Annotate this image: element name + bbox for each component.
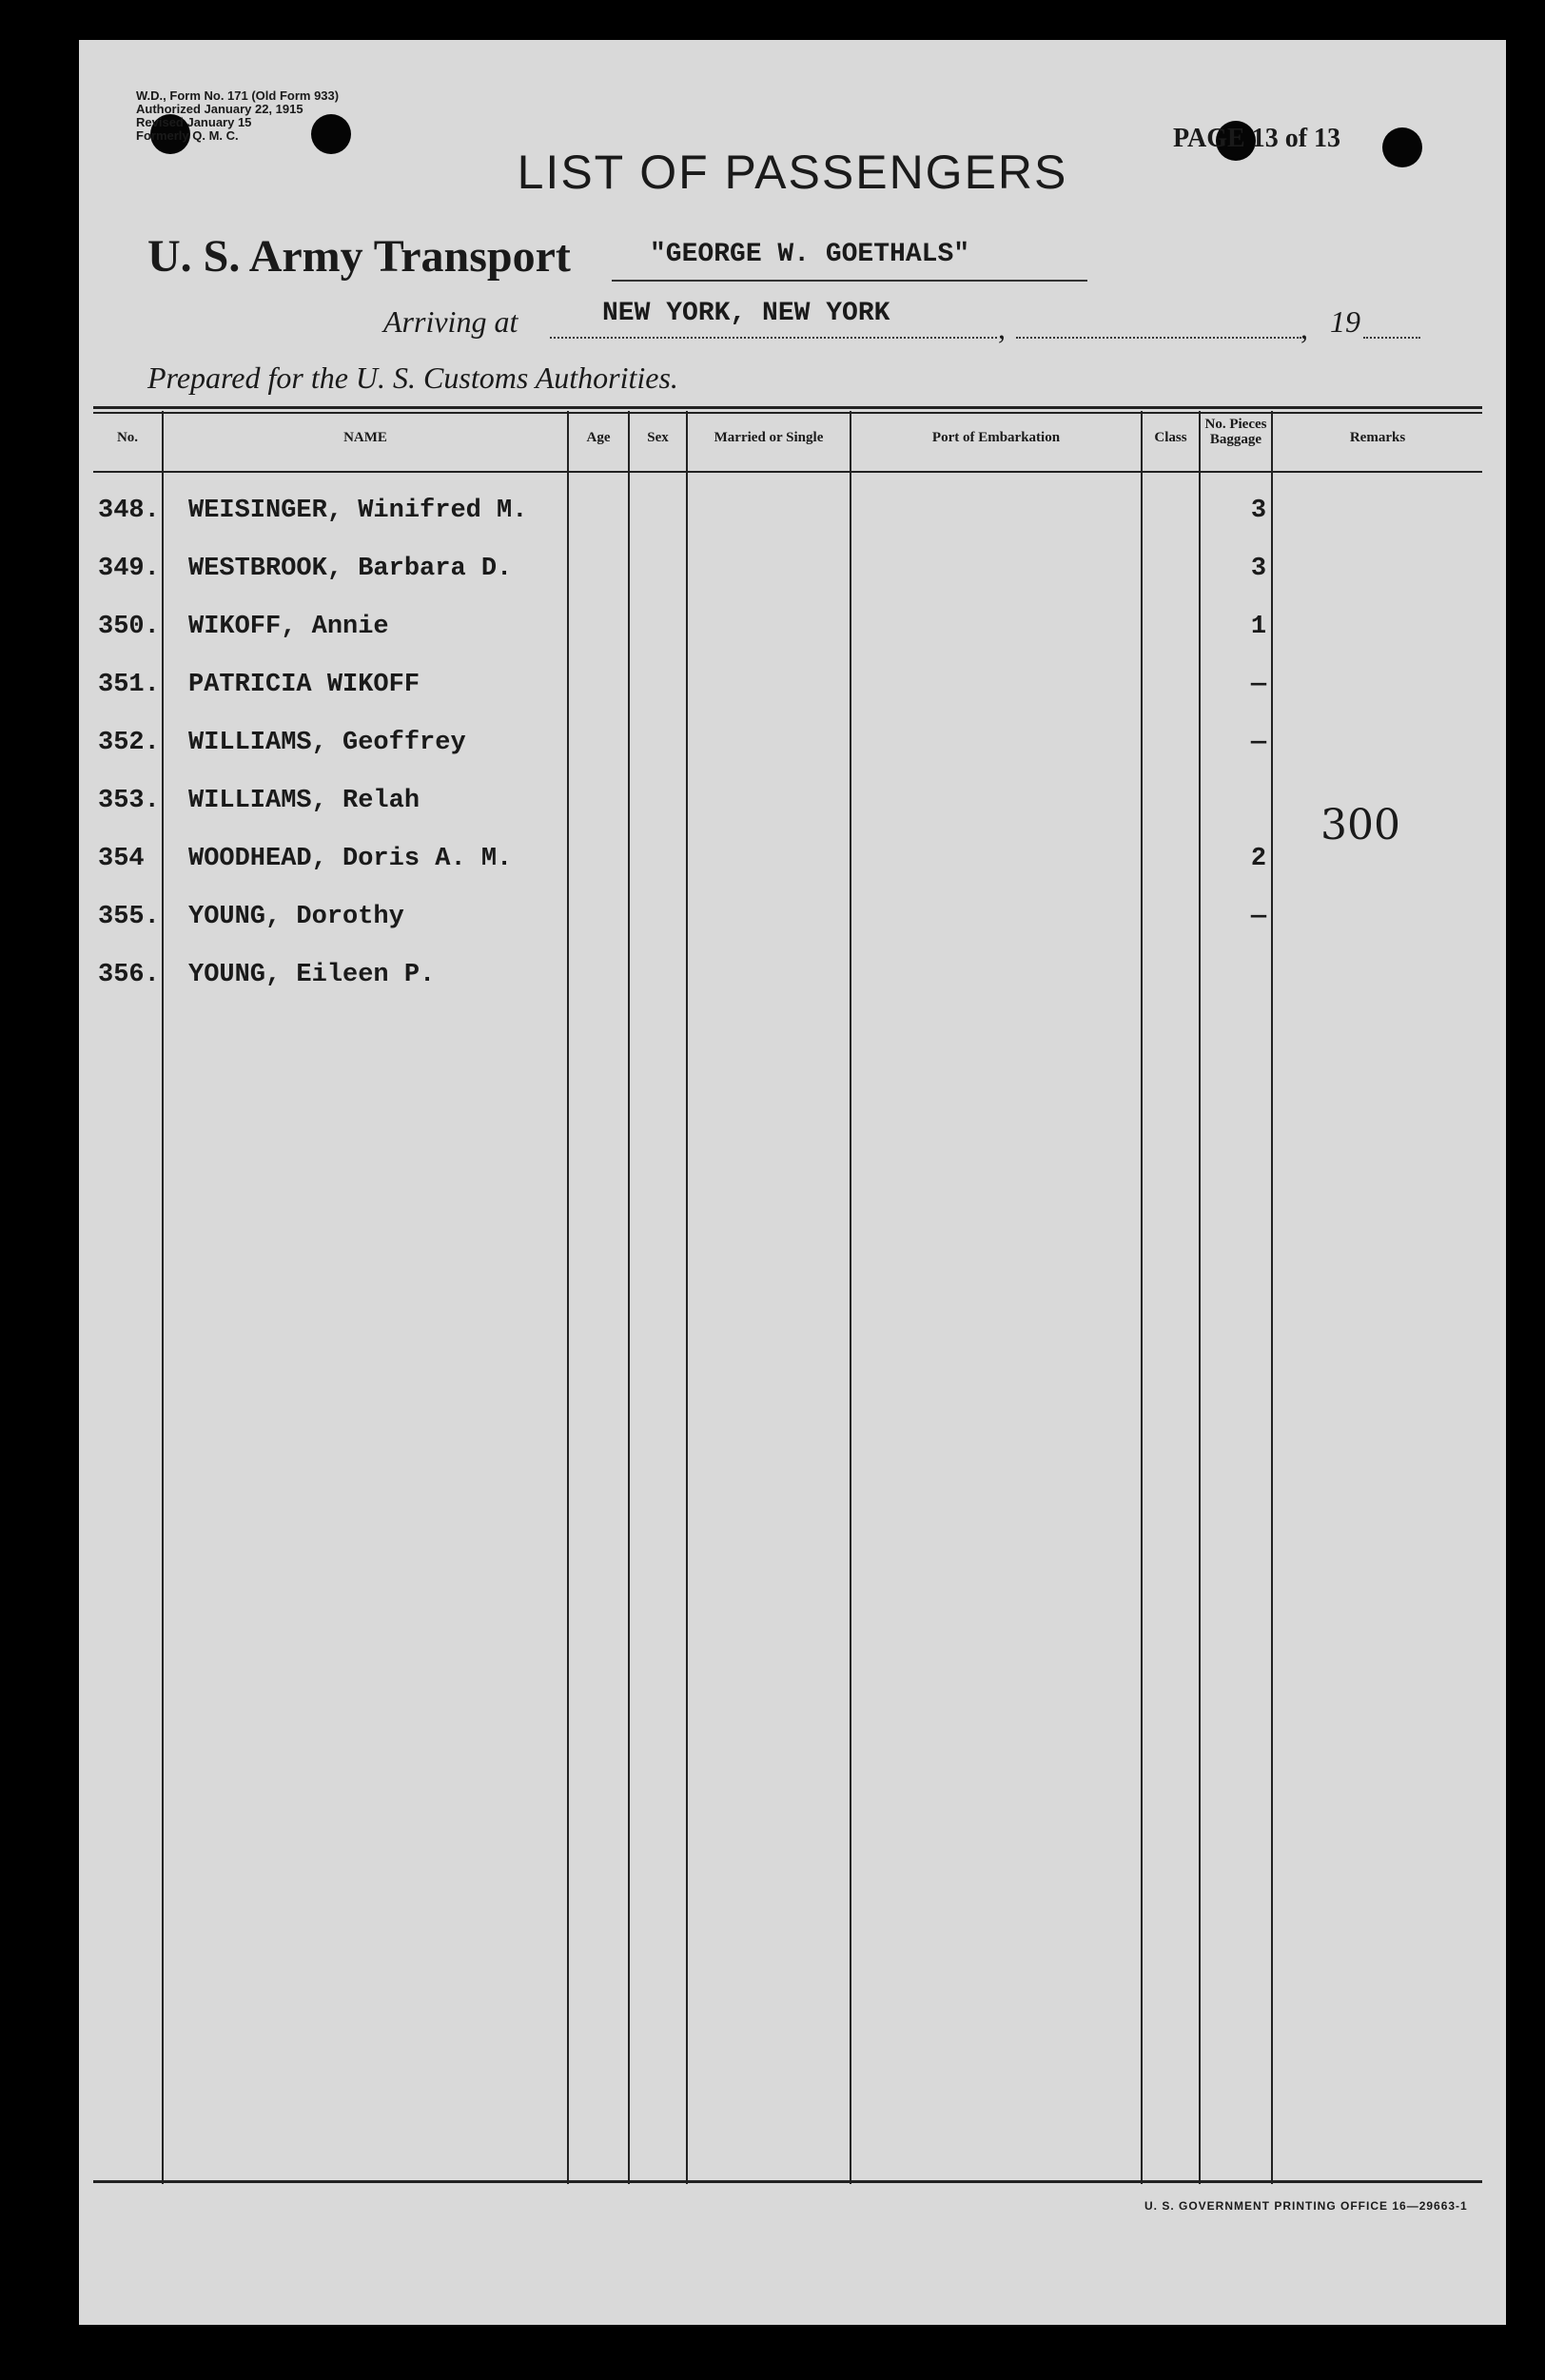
baggage-count: 1 [1250,613,1267,641]
page-title: LIST OF PASSENGERS [517,146,1068,199]
column-divider [850,411,851,2184]
row-number: 349. [98,555,160,583]
baggage-count: 3 [1250,555,1267,583]
header-rule [93,406,1482,409]
column-header-no: No. [116,430,139,445]
remark-note: 300 [1320,801,1400,849]
form-line: Revised January 15 [136,115,252,129]
column-divider [628,411,630,2184]
form-line: Authorized January 22, 1915 [136,102,303,116]
column-header-class: Class [1154,430,1187,445]
column-divider [1199,411,1201,2184]
year-label: 19 [1330,304,1360,339]
year-line [1363,337,1420,339]
baggage-count: — [1250,671,1267,699]
column-header-age: Age [586,430,611,445]
date-line [1016,337,1301,339]
arriving-value: NEW YORK, NEW YORK [602,299,890,328]
row-number: 351. [98,671,160,699]
passenger-name: WOODHEAD, Doris A. M. [188,845,513,873]
column-header-port: Port of Embarkation [931,430,1061,445]
row-number: 355. [98,903,160,931]
row-number: 353. [98,787,160,815]
passenger-name: YOUNG, Eileen P. [188,961,436,989]
column-header-sex: Sex [647,430,669,445]
page-number: PAGE 13 of 13 [1173,124,1341,153]
passenger-name: WESTBROOK, Barbara D. [188,555,513,583]
passenger-name: YOUNG, Dorothy [188,903,404,931]
transport-line [612,280,1087,282]
form-line: Formerly Q. M. C. [136,128,239,143]
column-header-name: NAME [343,430,387,445]
baggage-count: — [1250,903,1267,931]
passenger-list-page [79,40,1506,2325]
form-info [136,89,339,143]
column-header-remarks: Remarks [1349,430,1406,445]
column-divider [686,411,688,2184]
prepared-for: Prepared for the U. S. Customs Authorities. [147,361,678,395]
baggage-count: — [1250,729,1267,757]
separator: , [998,311,1006,345]
footer-rule [93,2180,1482,2183]
separator: , [1301,311,1308,345]
arriving-line [550,337,997,339]
passenger-name: PATRICIA WIKOFF [188,671,420,699]
column-divider [567,411,569,2184]
arriving-label: Arriving at [383,304,518,339]
passenger-name: WILLIAMS, Relah [188,787,420,815]
transport-name: "GEORGE W. GOETHALS" [650,240,970,269]
row-number: 354 [98,845,145,873]
row-number: 352. [98,729,160,757]
header-rule [93,471,1482,473]
header-rule [93,412,1482,414]
passenger-name: WEISINGER, Winifred M. [188,497,528,525]
footer-imprint: U. S. GOVERNMENT PRINTING OFFICE 16—29663-1 [1144,2199,1468,2213]
passenger-name: WILLIAMS, Geoffrey [188,729,466,757]
transport-label: U. S. Army Transport [147,231,571,282]
baggage-count: 2 [1250,845,1267,873]
column-header-baggage: No. Pieces Baggage [1204,417,1267,447]
row-number: 348. [98,497,160,525]
passenger-name: WIKOFF, Annie [188,613,389,641]
baggage-count: 3 [1250,497,1267,525]
row-number: 350. [98,613,160,641]
row-number: 356. [98,961,160,989]
form-line: W.D., Form No. 171 (Old Form 933) [136,88,340,103]
column-header-married: Married or Single [714,430,824,445]
column-divider [1141,411,1143,2184]
